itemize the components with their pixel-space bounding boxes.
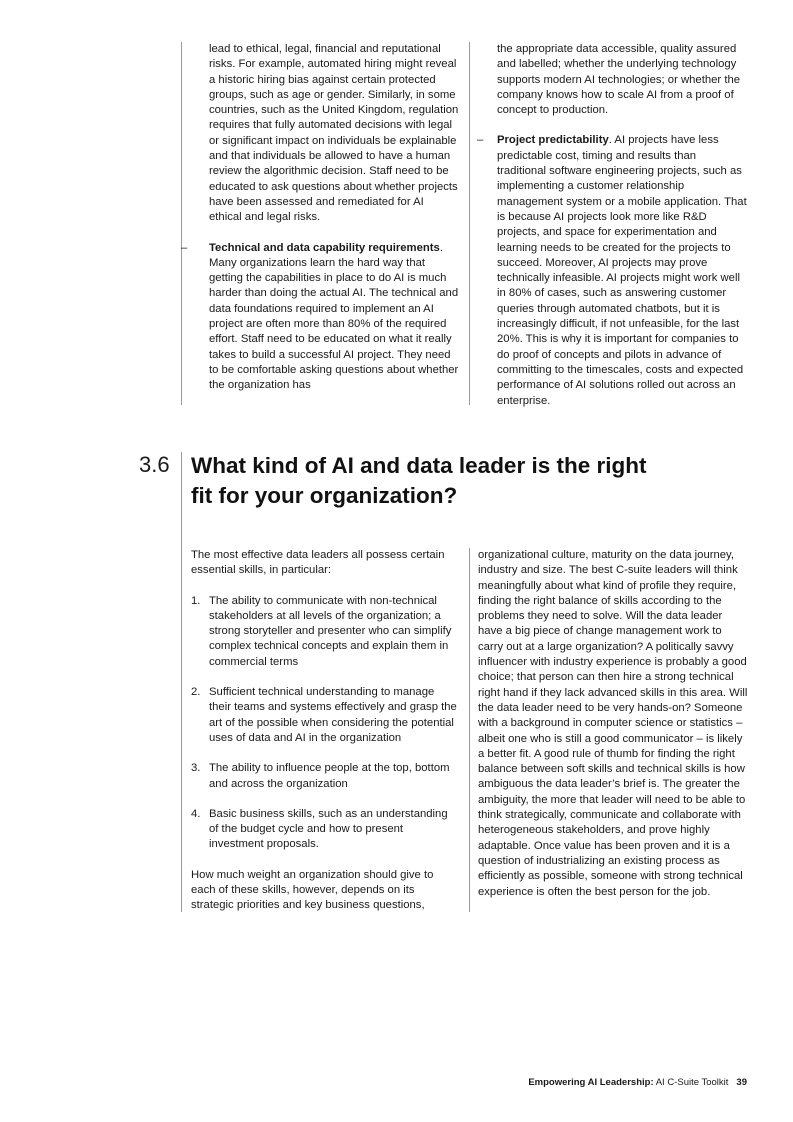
list-number: 4.	[191, 807, 201, 820]
list-item	[191, 594, 457, 670]
column-rule-bottom-right	[469, 548, 470, 912]
body-paragraph: organizational culture, maturity on the data journey, industry and size. The best C-suite leaders will think meaningfully about what kind of profile they require, finding the right balance of skills according to the problems they need to solve. Will the data leader have a big piece of change management work to carry out at a large organization? A politically savvy influencer with industry experience is probably a good choice; that person can then hire a strong technical right hand if they lack advanced skills in this area. Will the data leader need to be very hands-on? Someone with a background in computer science or statistics – albeit one who is still a good communicator – is likely a better fit. A good rule of thumb for finding the right balance between soft skills and technical skills is how ambiguous the data leader’s brief is. The greater the ambiguity, the more that leader will need to be able to think strategically, communicate and collaborate with heterogeneous stakeholders, and prove highly adaptable. Once value has been proven and it is a question of industrializing an existing process as efficiently as possible, someone with strong technical experience is often the best person for the job.	[478, 549, 748, 898]
list-text: The ability to influence people at the top, bottom and across the organization	[209, 762, 450, 790]
list-text: Basic business skills, such as an understanding of the budget cycle and how to present investment proposals.	[209, 807, 448, 851]
list-number: 2.	[191, 686, 201, 699]
section-title: What kind of AI and data leader is the right fit for your organization?	[191, 453, 647, 508]
list-item	[191, 807, 457, 853]
bullet-title: Technical and data capability requirements	[209, 241, 440, 254]
section-number: 3.6	[139, 452, 170, 477]
bullet-punct: .	[608, 134, 612, 147]
list-number: 1.	[191, 594, 201, 607]
list-number: 3.	[191, 762, 201, 775]
page-footer	[400, 1077, 747, 1088]
list-text: The ability to communicate with non-technical stakeholders at all levels of the organization; a strong storyteller and presenter who can simplify complex technical concepts and explain them in commercial terms	[209, 594, 452, 668]
bullet-body: Many organizations learn the hard way that getting the capabilities in place to do AI is much harder than doing the actual AI. The technical and data foundations required to implement an AI project are often more than 80% of the required effort. Staff need to be educated on what it really takes to build a successful AI project. They need to be comfortable asking questions about whether the organization has	[209, 256, 459, 392]
outro-paragraph: How much weight an organization should give to each of these skills, however, depends on its strategic priorities and key business questions,	[191, 868, 434, 912]
bullet-punct: .	[439, 241, 443, 254]
continuation-paragraph: the appropriate data accessible, quality assured and labelled; whether the underlying technology supports modern AI technologies; or whether the company knows how to scale AI from a proof of concept to production.	[497, 43, 741, 117]
bullet-body: AI projects have less predictable cost, timing and results than traditional software engineering projects, such as implementing a customer relationship management system or a mobile application. That is because AI projects look more like R&D projects, and space for experimentation and learning needs to be created for the projects to succeed. Moreover, AI projects may prove technically infeasible. AI projects might work well in 80% of cases, such as answering customer queries through automated chatbots, but it is increasingly difficult, if not unfeasible, for the last 20%. This is why it is important for companies to do proof of concepts and pilots in advance of committing to the timescales, costs and expected performance of AI solutions rolled out across an enterprise.	[497, 134, 747, 407]
dash-marker: –	[477, 134, 484, 147]
top-left-column	[181, 42, 459, 394]
column-rule-top-right	[469, 42, 470, 405]
page-number: 39	[736, 1077, 747, 1088]
list-item	[191, 761, 457, 792]
bullet-item	[181, 241, 459, 394]
bullet-item	[477, 133, 747, 408]
section-rule	[181, 452, 182, 912]
section-left-column	[191, 548, 457, 914]
list-text: Sufficient technical understanding to manage their teams and systems effectively and grasp the art of the possible when considering the potential uses of data and AI in the organization	[209, 686, 457, 744]
top-right-column	[477, 42, 747, 409]
section-right-column	[478, 548, 748, 900]
footer-title-bold: Empowering AI Leadership:	[528, 1077, 654, 1088]
dash-marker: –	[181, 241, 188, 254]
intro-paragraph: The most effective data leaders all possess certain essential skills, in particular:	[191, 549, 445, 577]
bullet-title: Project predictability	[497, 134, 609, 147]
skills-list	[191, 594, 457, 853]
footer-title-rest: AI C-Suite Toolkit	[653, 1077, 729, 1088]
list-item	[191, 685, 457, 746]
continuation-paragraph: lead to ethical, legal, financial and reputational risks. For example, automated hiring might reveal a historic hiring bias against certain protected groups, such as age or gender. Similarly, in some countries, such as the United Kingdom, regulation requires that fully automated decisions with legal or significant impact on individuals be explainable and that individuals be allowed to have a human review the algorithmic decision. Staff need to be educated to ask questions about whether projects have been assessed and remediated for AI ethical and legal risks.	[209, 43, 459, 224]
